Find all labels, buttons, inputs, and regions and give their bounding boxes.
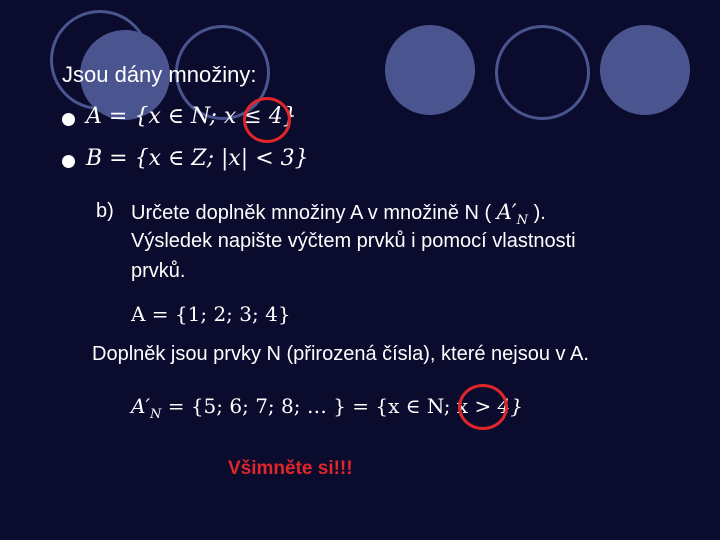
notice-text: Všimněte si!!! — [228, 458, 353, 479]
slide-heading: Jsou dány množiny: — [62, 62, 257, 87]
complement-lhs-base: A′ — [131, 394, 150, 418]
task-line-3: prvků. — [131, 260, 186, 282]
task-line-1-text: Určete doplněk množiny A v množině N ( — [131, 202, 492, 224]
bullet-set-b — [62, 155, 75, 168]
highlight-ring-set-a — [243, 97, 291, 143]
highlight-ring-complement — [458, 384, 508, 430]
task-notation-base: A′ — [496, 200, 517, 224]
set-a-listing: A = {1; 2; 3; 4} — [131, 302, 291, 326]
set-b-lhs: B — [86, 146, 103, 171]
task-notation — [496, 200, 529, 229]
set-a-eq: = — [108, 104, 128, 129]
task-line-1-end: ). — [533, 202, 546, 224]
bullet-set-a — [62, 113, 75, 126]
task-line-2: Výsledek napište výčtem prvků i pomocí vlastnosti — [131, 230, 576, 252]
decorative-circle-6 — [600, 25, 690, 115]
decorative-circle-4 — [385, 25, 475, 115]
complement-relation: > 4} — [474, 394, 524, 418]
set-a-relation: ≤ 4} — [243, 104, 297, 129]
set-b-eq: = — [109, 146, 128, 171]
task-notation-sub: N — [516, 213, 529, 229]
set-b-definition — [86, 146, 309, 171]
complement-listing: = {5; 6; 7; 8; … } = {x ∈ N; x — [161, 394, 469, 418]
complement-lhs — [131, 394, 162, 422]
complement-lhs-sub: N — [149, 407, 162, 422]
decorative-ring-5 — [495, 25, 590, 120]
set-a-lhs: A — [86, 104, 102, 129]
set-a-expr: {x ∈ N; x — [134, 104, 237, 129]
task-marker: b) — [96, 200, 114, 222]
complement-explanation: Doplněk jsou prvky N (přirozená čísla), které nejsou v A. — [92, 343, 589, 365]
task-line-1 — [131, 200, 546, 228]
set-b-expr: {x ∈ Z; |x| < 3} — [134, 146, 309, 171]
